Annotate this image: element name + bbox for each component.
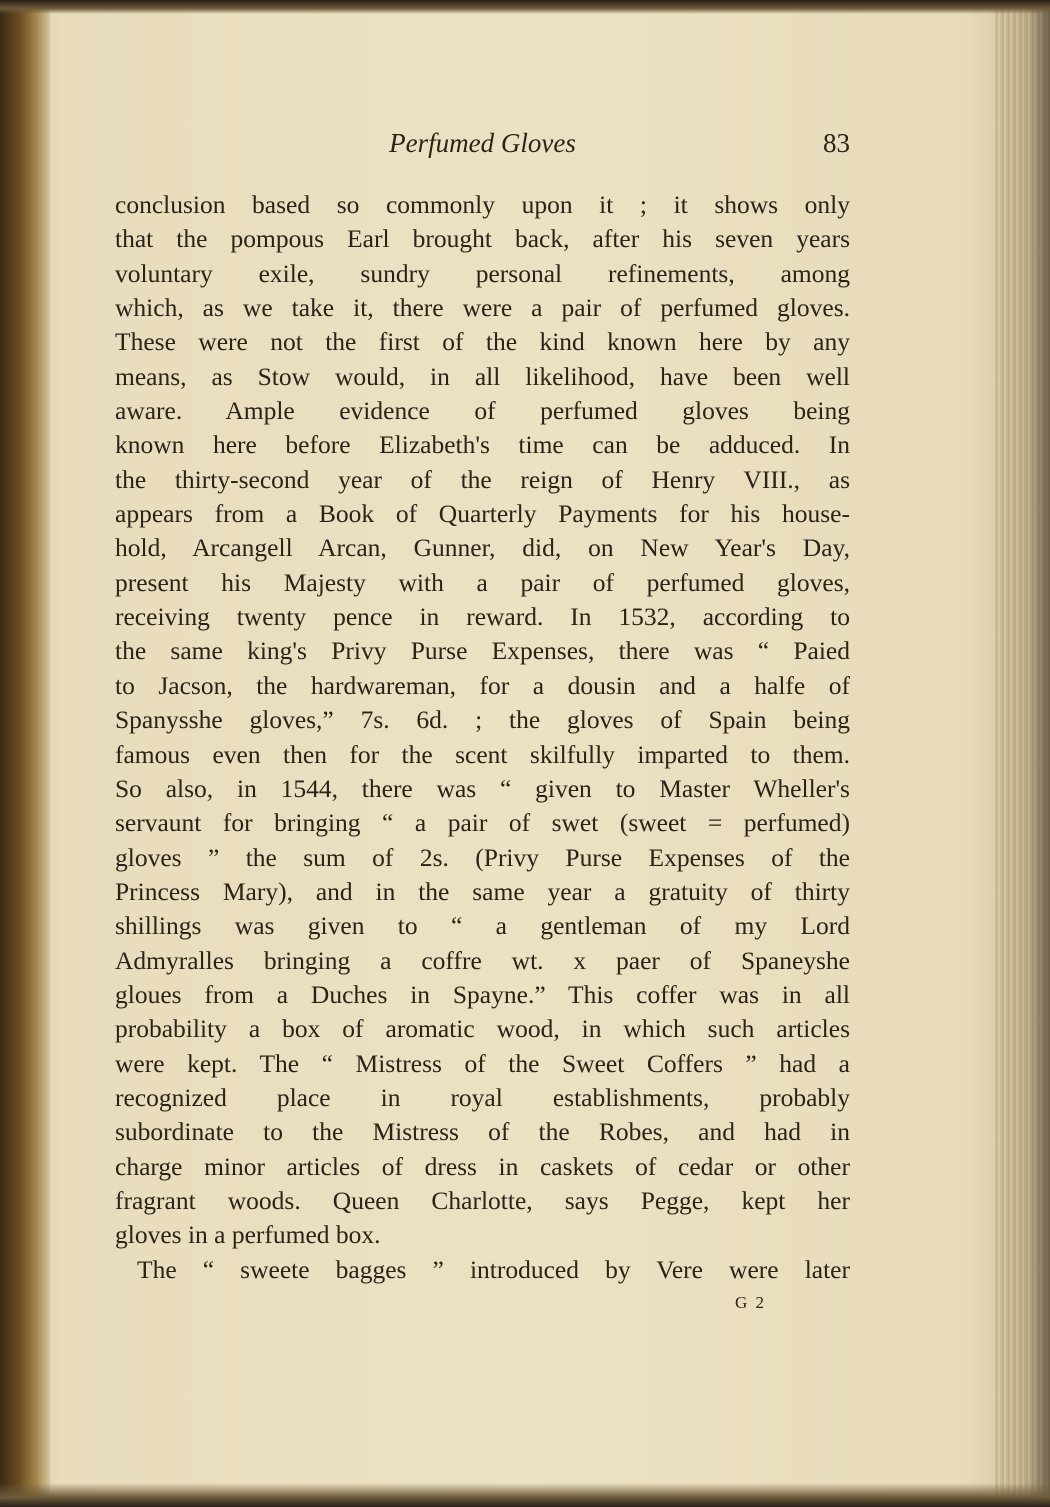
- text-line: conclusion based so commonly upon it ; it shows only: [115, 190, 850, 219]
- text-line: that the pompous Earl brought back, after his seven years: [115, 224, 850, 254]
- text-line: Princess Mary), and in the same year a gratuity of thirty: [115, 876, 850, 906]
- text-line: famous even then for the scent skilfully imparted to them.: [115, 739, 850, 769]
- text-line: charge minor articles of dress in caskets of cedar or other: [115, 1151, 850, 1181]
- text-line: known here before Elizabeth's time can be adduced. In: [115, 430, 850, 460]
- text-line: which, as we take it, there were a pair of perfumed gloves.: [115, 293, 850, 323]
- page-edge-shadow: [995, 0, 1050, 1507]
- text-line: were kept. The “ Mistress of the Sweet Coffers ” had a: [115, 1048, 850, 1078]
- text-line: fragrant woods. Queen Charlotte, says Pegge, kept her: [115, 1185, 850, 1215]
- running-title: Perfumed Gloves: [389, 128, 576, 158]
- text-line: present his Majesty with a pair of perfumed gloves,: [115, 567, 850, 597]
- text-line: the thirty-second year of the reign of Henry VIII., as: [115, 464, 850, 494]
- text-line: hold, Arcangell Arcan, Gunner, did, on New Year's Day,: [115, 533, 850, 563]
- text-line: Spanysshe gloves,” 7s. 6d. ; the gloves of Spain being: [115, 705, 850, 735]
- text-line: Admyralles bringing a coffre wt. x paer of Spaneyshe: [115, 945, 850, 975]
- page-number: 83: [823, 128, 850, 158]
- text-line: So also, in 1544, there was “ given to Master Wheller's: [115, 773, 850, 803]
- body-text: [115, 188, 850, 1287]
- text-line: aware. Ample evidence of perfumed gloves being: [115, 396, 850, 426]
- text-line: receiving twenty pence in reward. In 1532, according to: [115, 602, 850, 632]
- signature-mark: G 2: [735, 1293, 767, 1312]
- bottom-edge: [0, 1483, 1050, 1507]
- text-line: means, as Stow would, in all likelihood, have been well: [115, 361, 850, 391]
- text-line: to Jacson, the hardwareman, for a dousin and a halfe of: [115, 670, 850, 700]
- text-line: subordinate to the Mistress of the Robes, and had in: [115, 1117, 850, 1147]
- text-line: gloues from a Duches in Spayne.” This coffer was in all: [115, 979, 850, 1009]
- top-edge: [0, 0, 1050, 14]
- text-line: servaunt for bringing “ a pair of swet (sweet = perfumed): [115, 808, 850, 838]
- text-line: gloves ” the sum of 2s. (Privy Purse Expenses of the: [115, 842, 850, 872]
- text-line: recognized place in royal establishments, probably: [115, 1082, 850, 1112]
- text-line: These were not the first of the kind known here by any: [115, 327, 850, 357]
- text-line: The “ sweete bagges ” introduced by Vere were later: [137, 1254, 850, 1284]
- text-line: shillings was given to “ a gentleman of my Lord: [115, 911, 850, 941]
- running-header: [115, 128, 850, 168]
- text-line: the same king's Privy Purse Expenses, there was “ Paied: [115, 636, 850, 666]
- text-line: appears from a Book of Quarterly Payments for his house-: [115, 499, 850, 529]
- text-line: probability a box of aromatic wood, in which such articles: [115, 1014, 850, 1044]
- text-line: gloves in a perfumed box.: [115, 1220, 381, 1250]
- text-line: voluntary exile, sundry personal refinements, among: [115, 258, 850, 288]
- book-spine: [0, 0, 50, 1507]
